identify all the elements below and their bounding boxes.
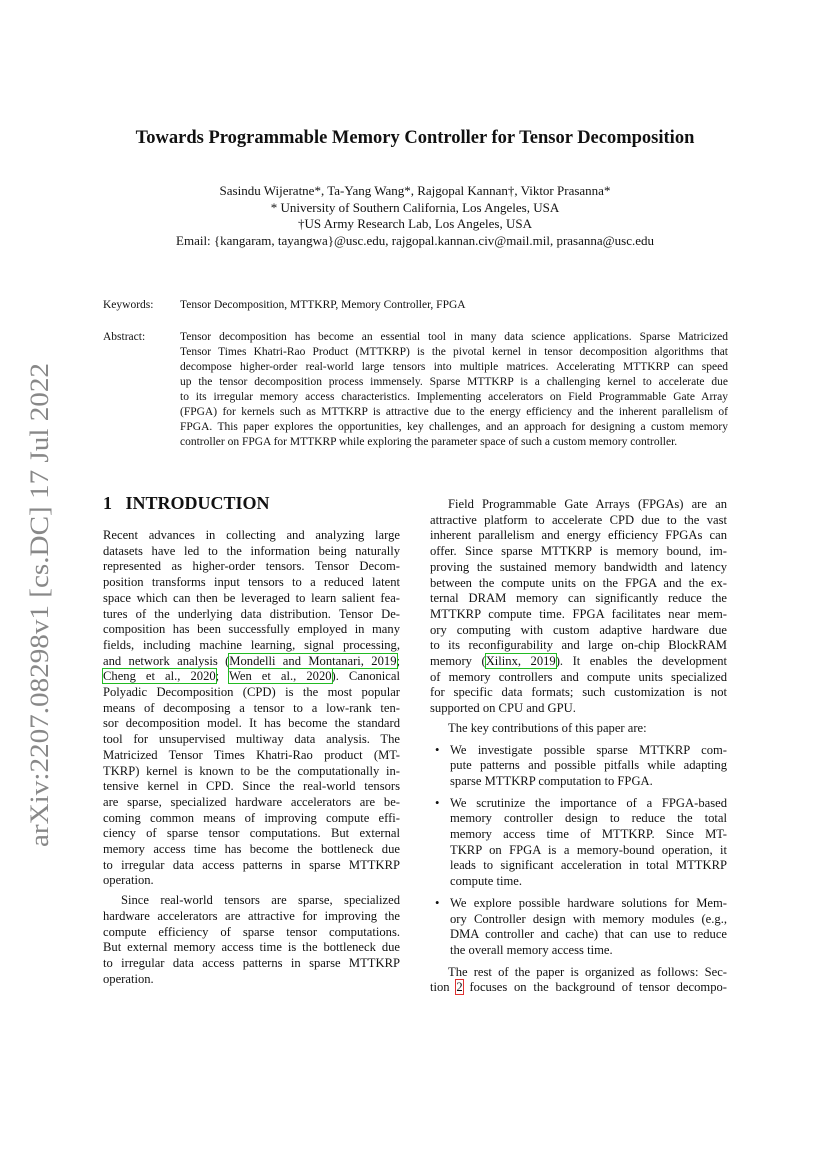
text-line: to its reconfigurability and large on-chip BlockRAM xyxy=(430,638,727,653)
text-line-with-citation xyxy=(103,669,400,685)
text-line: tures of the underlying data distribution. Tensor De- xyxy=(103,606,400,621)
section-ref-link-2[interactable]: 2 xyxy=(456,980,463,995)
text-line: memory controller design to reduce the total xyxy=(450,811,727,826)
text-line: DMA controller and cache) that can use to reduce xyxy=(450,927,727,942)
bullet-icon: • xyxy=(435,742,440,757)
list-item xyxy=(430,796,727,890)
text-line: TKRP on FPGA is a memory-bound operation, it xyxy=(450,842,727,857)
abstract-line: Tensor Times Khatri-Rao Product (MTTKRP) is the pivotal kernel in tensor decomposition algorithms that xyxy=(180,346,728,358)
abstract-line: FPGA. This paper explores the opportunities, key challenges, and an approach for designing a custom memory xyxy=(180,421,728,433)
text-line: operation. xyxy=(103,873,154,888)
citation-link-xilinx-2019[interactable]: Xilinx, 2019 xyxy=(485,654,556,669)
text-line: Since real-world tensors are sparse, specialized xyxy=(121,893,400,908)
text-line: inherent parallelism and energy efficiency FPGAs can xyxy=(430,528,727,543)
bullet-icon: • xyxy=(435,895,440,910)
affiliation-arl: †US Army Research Lab, Los Angeles, USA xyxy=(298,216,532,231)
text-line: for specific data formats; such customization is not xyxy=(430,685,727,700)
text-line: Field Programmable Gate Arrays (FPGAs) are an xyxy=(448,497,727,511)
text-fragment: memory ( xyxy=(430,654,486,669)
text-line: tensive kernel in CPD. Since the real-world tensors xyxy=(103,779,400,794)
text-line: ory Controller design with memory modules (e.g., xyxy=(450,911,727,926)
text-line: sor decomposition model. It has become the standard xyxy=(103,716,400,731)
text-line: The rest of the paper is organized as follows: Sec- xyxy=(448,964,727,979)
text-line: Matricized Tensor Times Khatri-Rao product (MT- xyxy=(103,747,400,762)
text-fragment: focuses on the background of tensor decompo- xyxy=(462,980,727,995)
text-line: space which can then be leveraged to learn salient fea- xyxy=(103,590,400,605)
text-line: leads to significant acceleration in total MTTKRP xyxy=(450,858,727,873)
text-line: We scrutinize the importance of a FPGA-based xyxy=(450,795,727,810)
bullet-icon: • xyxy=(435,795,440,810)
text-line: compute efficiency of sparse tensor computations. xyxy=(103,924,400,939)
text-line: datasets have led to the information being naturally xyxy=(103,543,400,558)
contributions-intro: The key contributions of this paper are: xyxy=(448,720,647,735)
abstract-line: (FPGA) for kernels such as MTTKRP is attractive due to the energy efficiency and the inherent parallelism of xyxy=(180,406,728,418)
text-line: Polyadic Decomposition (CPD) is the most popular xyxy=(103,685,400,700)
author-emails: Email: {kangaram, tayangwa}@usc.edu, rajgopal.kannan.civ@mail.mil, prasanna@usc.edu xyxy=(176,232,654,248)
text-fragment: ). Canonical xyxy=(331,669,400,684)
text-fragment: ; xyxy=(396,653,400,668)
text-line: hardware accelerators are attractive for improving the xyxy=(103,908,400,923)
text-fragment: ). It enables the development xyxy=(555,654,728,669)
text-line: offer. Since sparse MTTKRP is memory bound, im- xyxy=(430,544,727,559)
keywords-label: Keywords: xyxy=(103,299,154,311)
abstract-line: up the tensor decomposition process immensely. Sparse MTTKRP is a challenging kernel to accelerate due xyxy=(180,376,728,388)
section-heading-introduction: 1 INTRODUCTION xyxy=(103,493,270,513)
text-line: proving the sustained memory bandwidth and latency xyxy=(430,559,727,574)
abstract-line: to its irregular memory access characteristics. Implementing accelerators on Field Programmable Gate Array xyxy=(180,391,728,403)
text-line-with-citation xyxy=(103,654,400,670)
list-item xyxy=(430,743,727,790)
text-line: TKRP) kernel is known to be the computationally in- xyxy=(103,763,400,778)
right-column xyxy=(430,497,727,1000)
text-line: But external memory access time is the bottleneck due xyxy=(103,940,400,955)
left-column xyxy=(103,528,400,991)
abstract-line: controller on FPGA for MTTKRP while exploring the parameter space of such a custom memory controller. xyxy=(180,436,678,448)
citation-link-mondelli-2019[interactable]: Mondelli and Montanari, 2019 xyxy=(229,653,397,668)
keywords-text: Tensor Decomposition, MTTKRP, Memory Controller, FPGA xyxy=(180,299,466,311)
text-line: We explore possible hardware solutions for Mem- xyxy=(450,895,727,910)
arxiv-identifier-text: arXiv:2207.08298v1 [cs.DC] 17 Jul 2022 xyxy=(25,415,54,847)
text-line: to irregular data access patterns in sparse MTTKRP xyxy=(103,955,400,970)
abstract-line: decompose higher-order real-world large tensors into multiple matrices. Accelerating MTTKRP can speed xyxy=(180,361,728,373)
text-line: are sparse, specialized hardware accelerators are be- xyxy=(103,794,400,809)
text-line: ciency of sparse tensor computations. But external xyxy=(103,826,400,841)
text-line: memory access time of MTTKRP. Since MT- xyxy=(450,827,727,842)
organization-paragraph xyxy=(430,965,727,996)
text-line: to irregular data access patterns in sparse MTTKRP xyxy=(103,857,400,872)
text-line: operation. xyxy=(103,971,154,986)
text-line: position transforms input tensors to a reduced latent xyxy=(103,575,400,590)
citation-link-cheng-2020[interactable]: Cheng et al., 2020 xyxy=(103,669,216,684)
text-line: ory computing with custom adaptive hardware due xyxy=(430,622,727,637)
text-line: coming common means of improving compute effi- xyxy=(103,810,400,825)
arxiv-side-stamp xyxy=(18,360,58,860)
text-line: We investigate possible sparse MTTKRP com- xyxy=(450,742,727,757)
text-fragment: tion xyxy=(430,980,457,995)
text-line: MTTKRP compute time. FPGA facilitates near mem- xyxy=(430,606,727,621)
text-line: memory access time has become the bottleneck due xyxy=(103,842,400,857)
text-line: tool for unsupervised multiway data analysis. The xyxy=(103,732,400,747)
text-fragment: ; xyxy=(215,669,229,684)
intro-paragraph-1 xyxy=(103,528,400,889)
text-line: pute patterns and possible pitfalls while adapting xyxy=(450,758,727,773)
text-line: Recent advances in collecting and analyzing large xyxy=(103,528,400,542)
intro-paragraph-2 xyxy=(103,893,400,987)
text-fragment: and network analysis ( xyxy=(103,653,230,668)
author-names: Sasindu Wijeratne*, Ta-Yang Wang*, Rajgopal Kannan†, Viktor Prasanna* xyxy=(219,183,611,198)
text-line: ternal DRAM memory can significantly reduce the xyxy=(430,591,727,606)
text-line: compute time. xyxy=(450,874,523,889)
citation-link-wen-2020[interactable]: Wen et al., 2020 xyxy=(228,669,332,684)
text-line: composition has been successfully employed in many xyxy=(103,622,400,637)
list-item xyxy=(430,896,727,959)
text-line: between the compute units on the FPGA and the ex- xyxy=(430,575,727,590)
text-line-with-citation xyxy=(430,654,727,670)
fpga-paragraph xyxy=(430,497,727,717)
abstract-line: Tensor decomposition has become an essential tool in many data science applications. Sparse Matricized xyxy=(180,331,728,343)
text-line: fields, including machine learning, signal processing, xyxy=(103,637,400,652)
text-line-with-reference xyxy=(430,980,727,996)
text-line: attractive platform to accelerate CPD due to the vast xyxy=(430,512,727,527)
paper-title: Towards Programmable Memory Controller for Tensor Decomposition xyxy=(135,128,695,148)
author-block xyxy=(100,183,730,249)
text-line: represented as higher-order tensors. Tensor Decom- xyxy=(103,559,400,574)
affiliation-usc: * University of Southern California, Los Angeles, USA xyxy=(270,199,560,215)
text-line: of memory controllers and compute units specialized xyxy=(430,669,727,684)
abstract-label: Abstract: xyxy=(103,331,146,343)
text-line: supported on CPU and GPU. xyxy=(430,701,576,716)
text-line: means of decomposing a tensor to a low-rank ten- xyxy=(103,700,400,715)
text-line: the overall memory access time. xyxy=(450,942,613,957)
contributions-list xyxy=(430,743,727,959)
abstract-text xyxy=(180,330,728,450)
text-line: sparse MTTKRP computation to FPGA. xyxy=(450,773,653,788)
